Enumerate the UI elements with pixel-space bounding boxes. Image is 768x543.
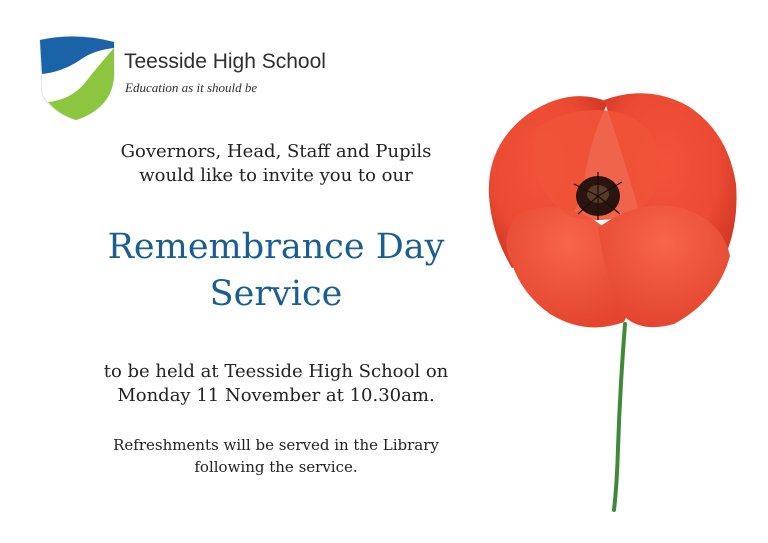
intro-line: would like to invite you to our (139, 165, 413, 186)
date-line: Monday 11 November at 10.30am. (117, 385, 435, 406)
title-line: Remembrance Day (107, 227, 445, 267)
poppy-flower-image (478, 88, 748, 518)
venue-line: to be held at Teesside High School on (103, 361, 449, 382)
school-logo (36, 34, 336, 124)
school-tagline: Education as it should be (125, 80, 258, 95)
refreshments-note (80, 434, 472, 478)
event-venue-date (80, 360, 472, 408)
school-shield-icon (36, 34, 118, 122)
school-name: Teesside High School (124, 50, 326, 73)
invitation-intro (80, 140, 472, 188)
refreshments-line: Refreshments will be served in the Library (113, 436, 439, 454)
event-title (80, 224, 472, 318)
intro-line: Governors, Head, Staff and Pupils (120, 141, 432, 162)
refreshments-line: following the service. (194, 458, 358, 476)
title-line: Service (209, 274, 343, 314)
